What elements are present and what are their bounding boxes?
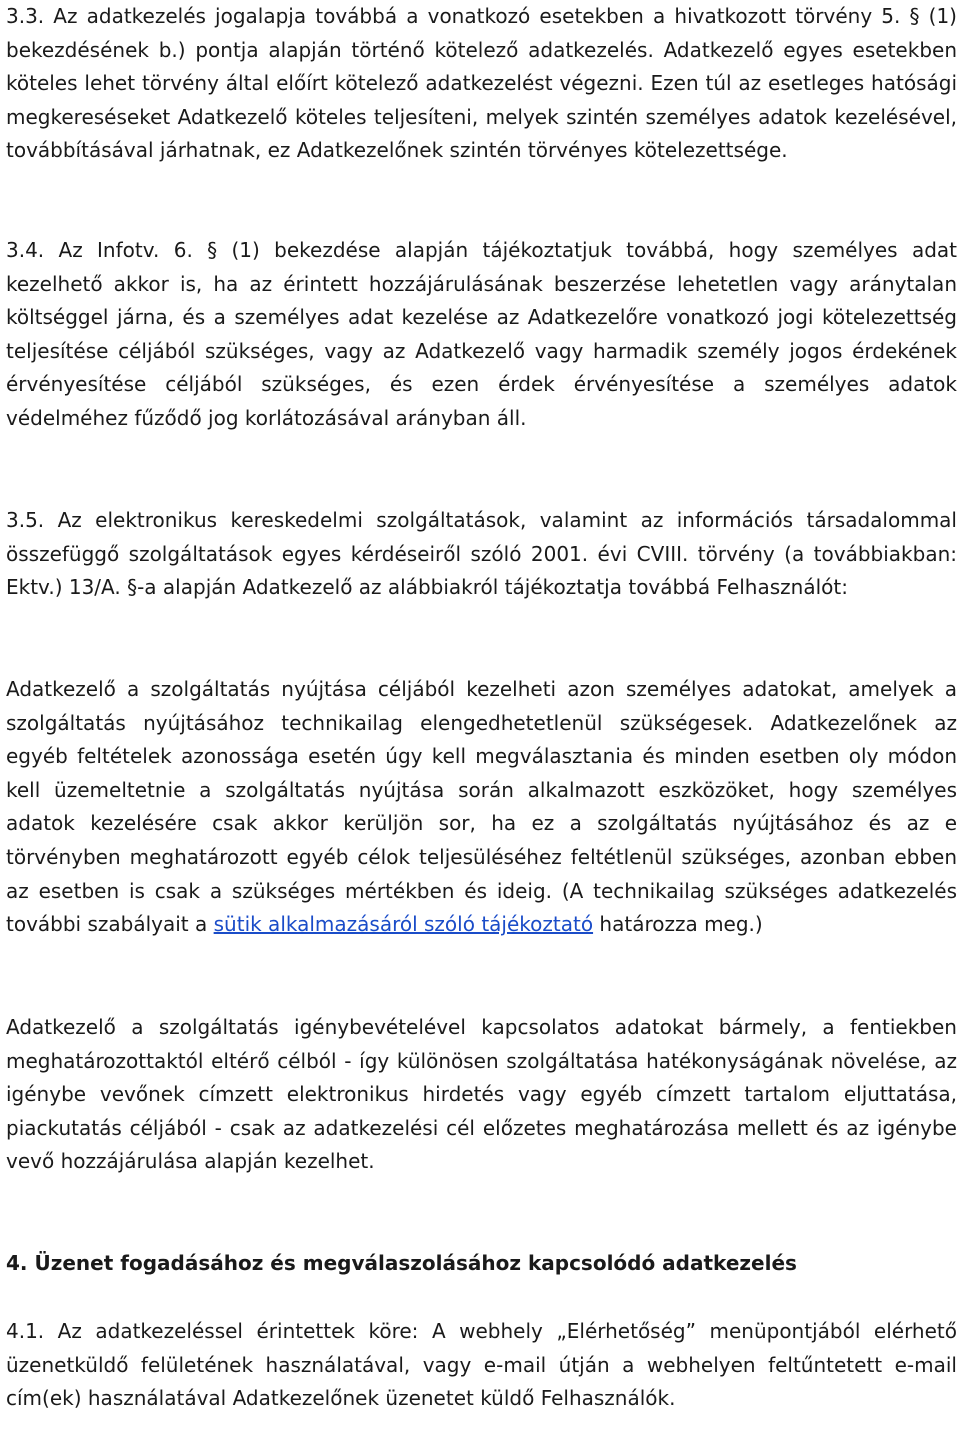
section-3-4-paragraph: 3.4. Az Infotv. 6. § (1) bekezdése alapján tájékoztatjuk továbbá, hogy személyes adat kezelhető akkor is, ha az érintett hozzájárulásának beszerzése lehetetlen vagy aránytalan költséggel járna, és a személyes adat kezelése az Adatkezelőre vonatkozó jogi kötelezettség teljesítése céljából szükséges, vagy az Adatkezelő vagy harmadik személy jogos érdekének érvényesítése céljából szükséges, és ezen érdek érvényesítése a személyes adatok védelméhez fűződő jog korlátozásával arányban áll. bbox=[6, 238, 957, 430]
service-data-paragraph bbox=[6, 673, 957, 942]
other-purpose-paragraph: Adatkezelő a szolgáltatás igénybevételével kapcsolatos adatokat bármely, a fentiekben meghatározottaktól eltérő célból - így különösen szolgáltatása hatékonyságának növelése, az igénybe vevőnek címzett elektronikus hirdetés vagy egyéb címzett tartalom eljuttatása, piackutatás céljából - csak az adatkezelési cél előzetes meghatározása mellett és az igénybe vevő hozzájárulása alapján kezelhet. bbox=[6, 1015, 957, 1174]
section-4-heading: 4. Üzenet fogadásához és megválaszolásához kapcsolódó adatkezelés bbox=[6, 1251, 797, 1275]
section-3-5-paragraph: 3.5. Az elektronikus kereskedelmi szolgáltatások, valamint az információs társadalommal összefüggő szolgáltatások egyes kérdéseiről szóló 2001. évi CVIII. törvény (a továbbiakban: Ektv.) 13/A. §-a alapján Adatkezelő az alábbiakról tájékoztatja továbbá Felhasználót: bbox=[6, 508, 957, 600]
section-3-3-paragraph: 3.3. Az adatkezelés jogalapja továbbá a vonatkozó esetekben a hivatkozott törvény 5. § (1) bekezdésének b.) pontja alapján történő kötelező adatkezelés. Adatkezelő egyes esetekben köteles lehet törvény által előírt kötelező adatkezelést végezni. Ezen túl az esetleges hatósági megkereséseket Adatkezelő köteles teljesíteni, melyek szintén személyes adatok kezelésével, továbbításával járhatnak, ez Adatkezelőnek szintén törvényes kötelezettsége. bbox=[6, 4, 957, 163]
service-text-after: határozza meg.) bbox=[593, 912, 763, 937]
cookie-policy-link[interactable]: sütik alkalmazásáról szóló tájékoztató bbox=[213, 912, 594, 937]
section-4-1-paragraph: 4.1. Az adatkezeléssel érintettek köre: A webhely „Elérhetőség” menüpontjából elérhető üzenetküldő felületének használatával, vagy e-mail útján a webhelyen feltűntetett e-mail cím(ek) használatával Adatkezelőnek üzenetet küldő Felhasználók. bbox=[6, 1319, 957, 1411]
service-text-before: Adatkezelő a szolgáltatás nyújtása céljából kezelheti azon személyes adatokat, amelyek a szolgáltatás nyújtásához technikailag elengedhetetlenül szükségesek. Adatkezelőnek az egyéb feltételek azonossága esetén úgy kell megválasztania és minden esetben oly módon kell üzemeltetnie a szolgáltatás nyújtása során alkalmazott eszközöket, hogy személyes adatok kezelésére csak akkor kerüljön sor, ha ez a szolgáltatás nyújtásához és az e törvényben meghatározott egyéb célok teljesüléséhez feltétlenül szükséges, azonban ebben az esetben is csak a szükséges mértékben és ideig. (A technikailag szükséges adatkezelés további szabályait a bbox=[6, 677, 957, 937]
